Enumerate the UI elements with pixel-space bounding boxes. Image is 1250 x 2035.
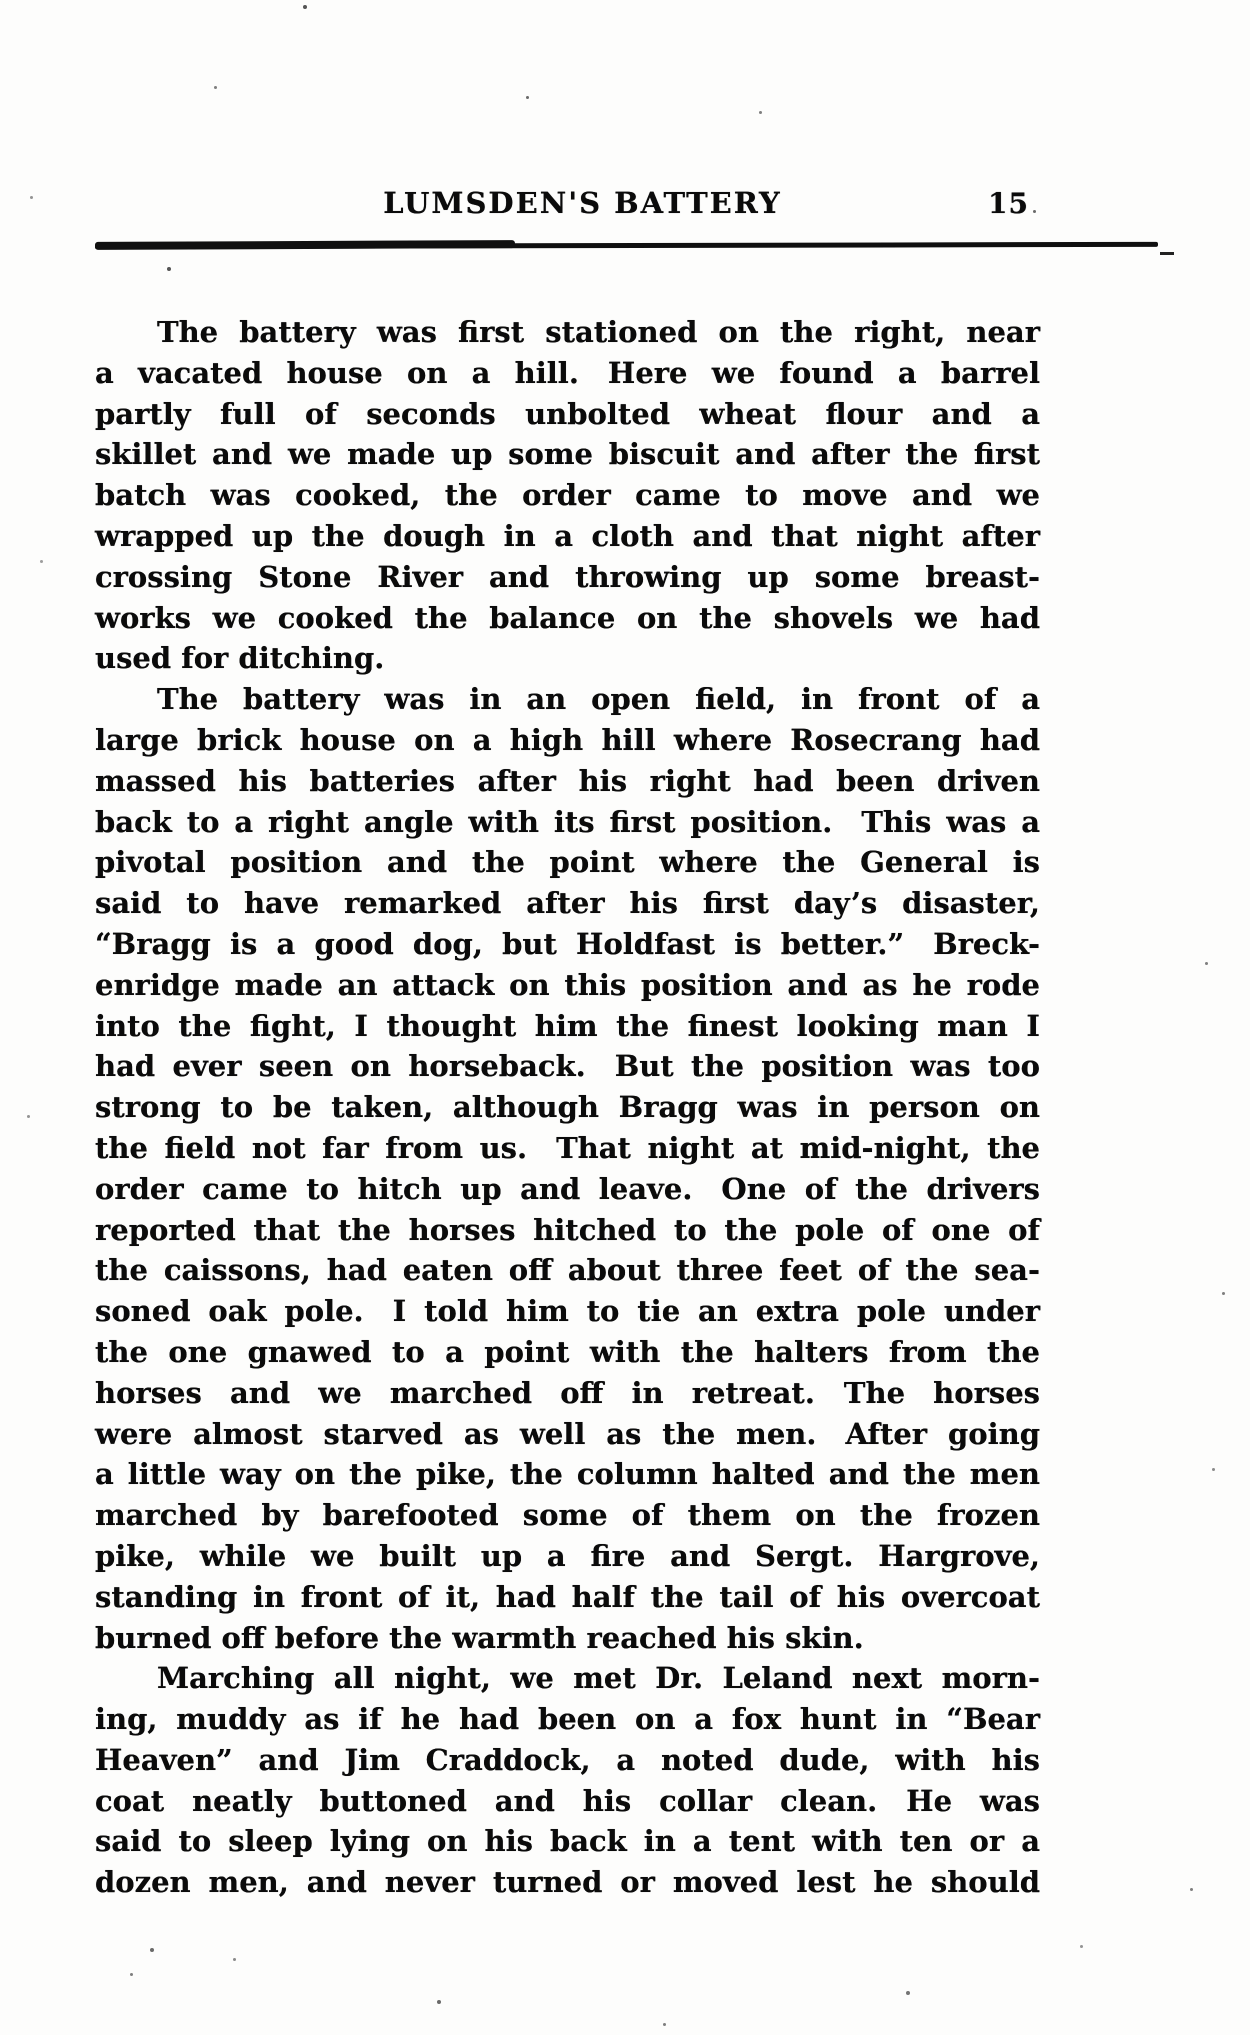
text-line: were almost starved as well as the men. After going bbox=[95, 1416, 1040, 1451]
page-number: 15 bbox=[988, 187, 1029, 220]
text-line: reported that the horses hitched to the pole of one of bbox=[95, 1212, 1040, 1247]
text-line: pivotal position and the point where the General is bbox=[95, 845, 1040, 880]
text-line: partly full of seconds unbolted wheat flour and a bbox=[95, 396, 1040, 431]
text-line: Heaven” and Jim Craddock, a noted dude, with his bbox=[95, 1742, 1040, 1777]
text-line: The battery was first stationed on the right, near bbox=[157, 315, 1040, 349]
text-line: dozen men, and never turned or moved lest he should bbox=[95, 1865, 1040, 1900]
text-line: coat neatly buttoned and his collar clean. He was bbox=[95, 1783, 1040, 1818]
text-line: into the fight, I thought him the finest looking man I bbox=[95, 1008, 1040, 1043]
body-text bbox=[95, 312, 1040, 1903]
text-line: wrapped up the dough in a cloth and that night after bbox=[95, 518, 1040, 553]
text-line: enridge made an attack on this position and as he rode bbox=[95, 967, 1040, 1002]
running-title: LUMSDEN'S BATTERY bbox=[383, 186, 782, 220]
text-line: large brick house on a high hill where Rosecrang had bbox=[95, 722, 1040, 757]
text-line: said to have remarked after his first day’s disaster, bbox=[95, 886, 1040, 921]
text-line: skillet and we made up some biscuit and after the first bbox=[95, 437, 1040, 472]
text-line: The battery was in an open field, in front of a bbox=[157, 682, 1040, 717]
text-line: works we cooked the balance on the shovels we had bbox=[95, 600, 1040, 635]
text-line: “Bragg is a good dog, but Holdfast is better.” Breck- bbox=[95, 926, 1040, 961]
text-line: a little way on the pike, the column halted and the men bbox=[95, 1457, 1040, 1492]
text-line: horses and we marched off in retreat. The horses bbox=[95, 1375, 1040, 1410]
text-line: Marching all night, we met Dr. Leland next morn- bbox=[157, 1661, 1040, 1696]
text-line: used for ditching. bbox=[95, 641, 385, 676]
paragraph bbox=[95, 679, 1040, 1658]
text-line: standing in front of it, had half the tail of his overcoat bbox=[95, 1579, 1040, 1614]
text-line: the caissons, had eaten off about three feet of the sea- bbox=[95, 1253, 1040, 1288]
text-line: back to a right angle with its first position. This was a bbox=[95, 804, 1040, 839]
text-line: a vacated house on a hill. Here we found a barrel bbox=[95, 355, 1040, 390]
text-line: batch was cooked, the order came to move and we bbox=[95, 478, 1040, 513]
header-rule bbox=[95, 242, 1158, 249]
text-line: pike, while we built up a fire and Sergt. Hargrove, bbox=[95, 1538, 1040, 1573]
text-line: marched by barefooted some of them on the frozen bbox=[95, 1498, 1040, 1533]
text-line: order came to hitch up and leave. One of the drivers bbox=[95, 1171, 1040, 1206]
text-line: strong to be taken, although Bragg was in person on bbox=[95, 1090, 1040, 1125]
text-line: said to sleep lying on his back in a tent with ten or a bbox=[95, 1824, 1040, 1859]
paragraph bbox=[95, 1658, 1040, 1903]
paragraph bbox=[95, 312, 1040, 679]
text-line: crossing Stone River and throwing up some breast- bbox=[95, 559, 1040, 594]
text-line: had ever seen on horseback. But the position was too bbox=[95, 1049, 1040, 1084]
header-rule-end-dash bbox=[1160, 252, 1174, 255]
text-line: the field not far from us. That night at mid-night, the bbox=[95, 1130, 1040, 1165]
text-line: burned off before the warmth reached his skin. bbox=[95, 1620, 864, 1655]
text-line: massed his batteries after his right had been driven bbox=[95, 763, 1040, 798]
text-line: the one gnawed to a point with the halters from the bbox=[95, 1334, 1040, 1369]
text-line: ing, muddy as if he had been on a fox hunt in “Bear bbox=[95, 1702, 1040, 1737]
text-line: soned oak pole. I told him to tie an extra pole under bbox=[95, 1294, 1040, 1329]
